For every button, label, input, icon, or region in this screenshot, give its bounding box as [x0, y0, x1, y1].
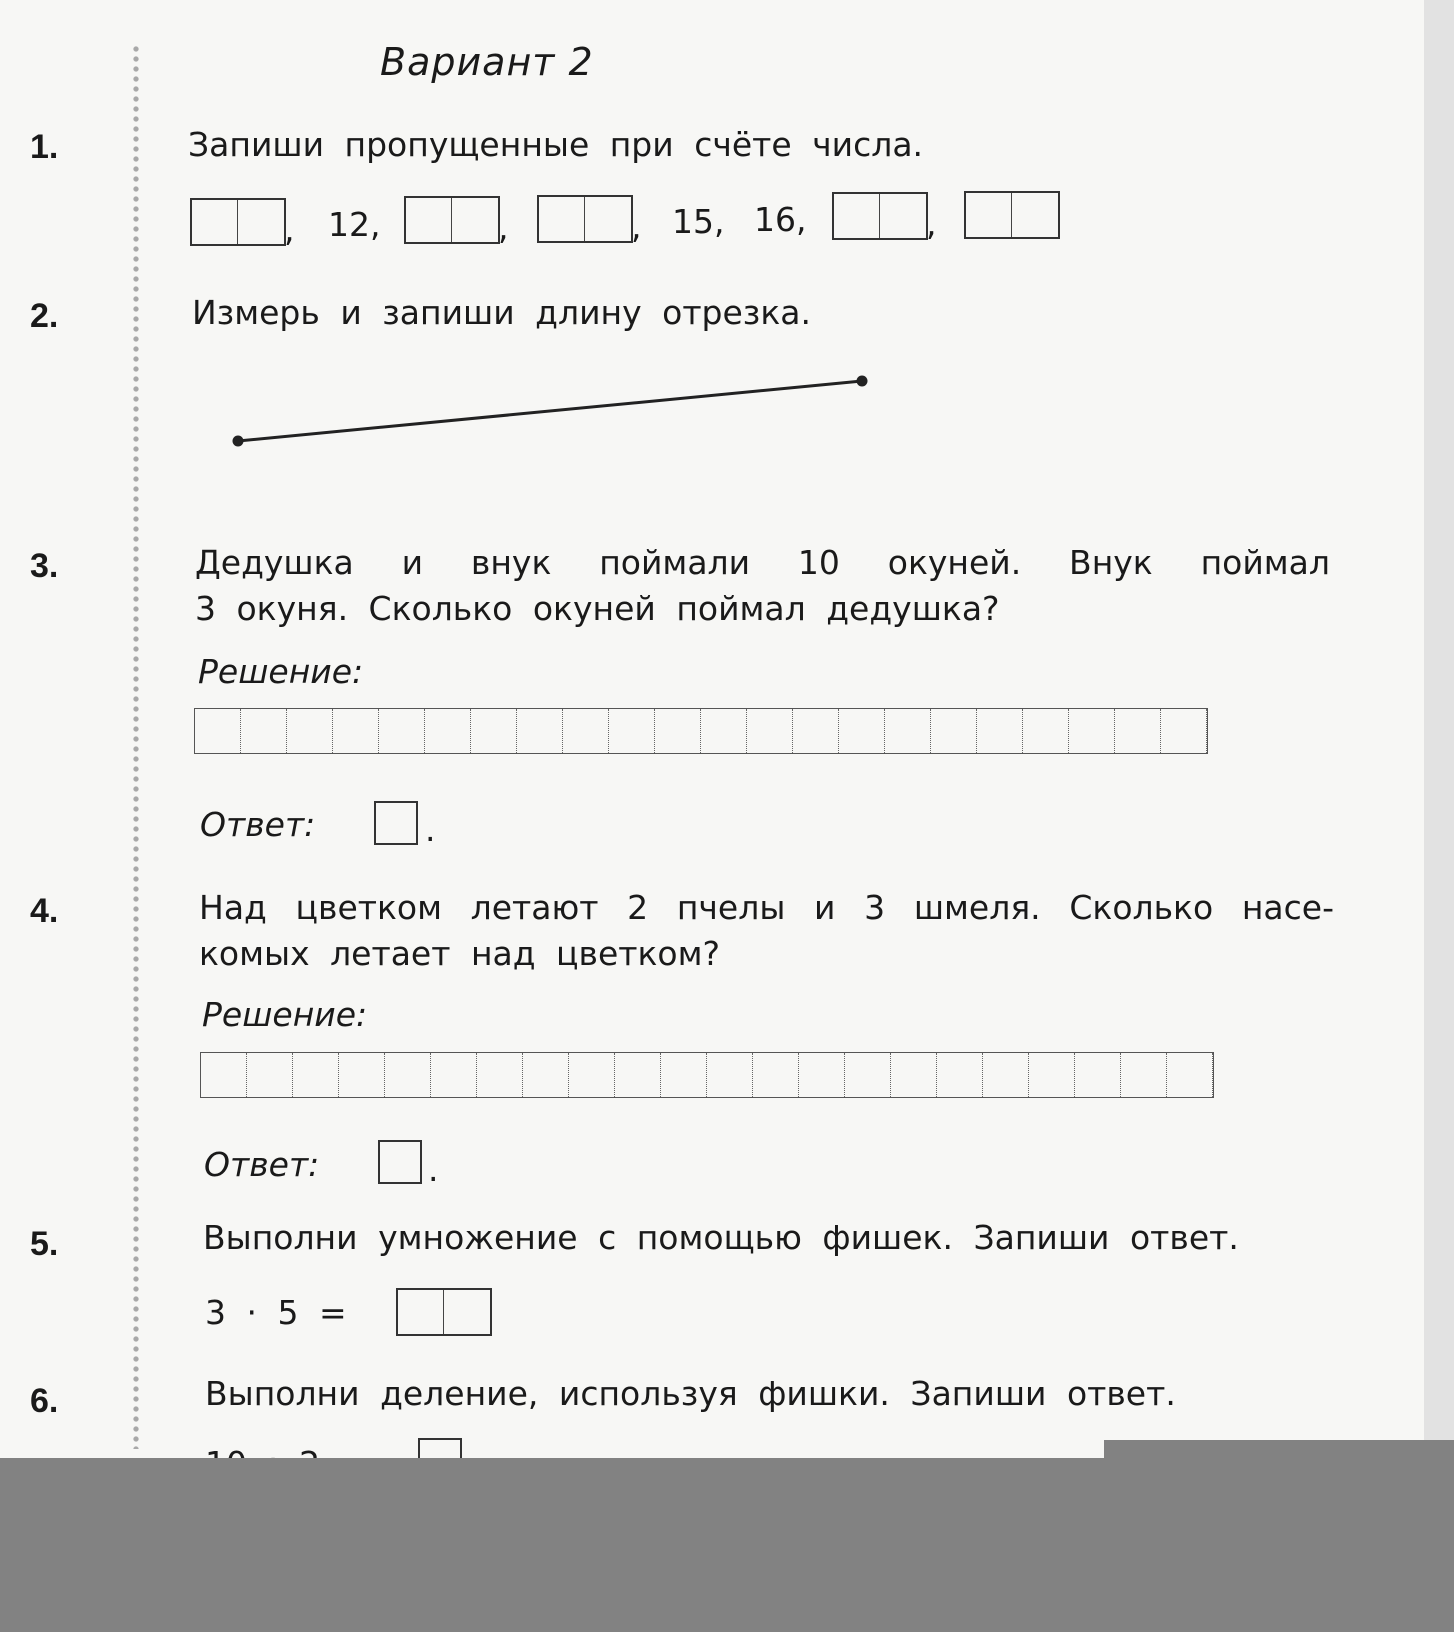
task-4-answer-box[interactable]: [378, 1140, 422, 1184]
sequence-number-12: 12,: [328, 205, 381, 244]
task-4-solution-row[interactable]: [200, 1052, 1214, 1098]
task-4-solution-label: Решение:: [202, 995, 368, 1034]
worksheet-page: Вариант 2 1. Запиши пропущенные при счёте числа. , 12, , , 15, 16, , 2. Измерь и запиши длину отрезка. 3. Дедушка и внук поймали 10 окуней. Внук поймал 3 окуня. Сколько окуней поймал дедушка? Решение: Ответ: . 4. Над цветком летают 2 пчелы и 3 шмеля. Сколько насе- комых летает над цветком? Решение: Ответ: . 5. Выполни умножение с помощью фишек. Запиши ответ. 3 · 5 = 6. Выполни деление, используя фишки. Запиши ответ.: [0, 0, 1454, 1458]
task-5-text: Выполни умножение с помощью фишек. Запиши ответ.: [203, 1218, 1239, 1257]
task-3-text-line-2: 3 окуня. Сколько окуней поймал дедушка?: [195, 589, 1000, 628]
task-6-text: Выполни деление, используя фишки. Запиши ответ.: [205, 1374, 1176, 1413]
task-5-number: 5.: [30, 1225, 59, 1263]
task-4-text-line-2: комых летает над цветком?: [199, 934, 721, 973]
task-3-text-line-1: Дедушка и внук поймали 10 окуней. Внук поймал: [195, 543, 1330, 582]
task-3-solution-label: Решение:: [198, 652, 364, 691]
task-6-number: 6.: [30, 1382, 59, 1420]
task-1-text: Запиши пропущенные при счёте числа.: [188, 125, 924, 164]
task-4-answer-label: Ответ:: [204, 1145, 320, 1184]
task-5-expression: 3 · 5 =: [205, 1293, 347, 1332]
task-1-number: 1.: [30, 128, 59, 166]
task-3-solution-row[interactable]: [194, 708, 1208, 754]
task-4-number: 4.: [30, 892, 59, 930]
scan-shadow: [1104, 1440, 1454, 1458]
task-5-answer-box[interactable]: [396, 1288, 492, 1336]
task-2-number: 2.: [30, 297, 59, 335]
sequence-number-15: 15,: [672, 202, 725, 241]
task-3-number: 3.: [30, 547, 59, 585]
task-3-answer-box[interactable]: [374, 801, 418, 845]
scan-bottom-margin: [0, 1458, 1454, 1632]
task-3-answer-label: Ответ:: [200, 805, 316, 844]
task-2-text: Измерь и запиши длину отрезка.: [192, 293, 811, 332]
task-4-text-line-1: Над цветком летают 2 пчелы и 3 шмеля. Сколько насе-: [199, 888, 1334, 927]
segment-to-measure: [0, 0, 1454, 520]
variant-title: Вариант 2: [380, 40, 594, 84]
sequence-number-16: 16,: [754, 200, 807, 239]
